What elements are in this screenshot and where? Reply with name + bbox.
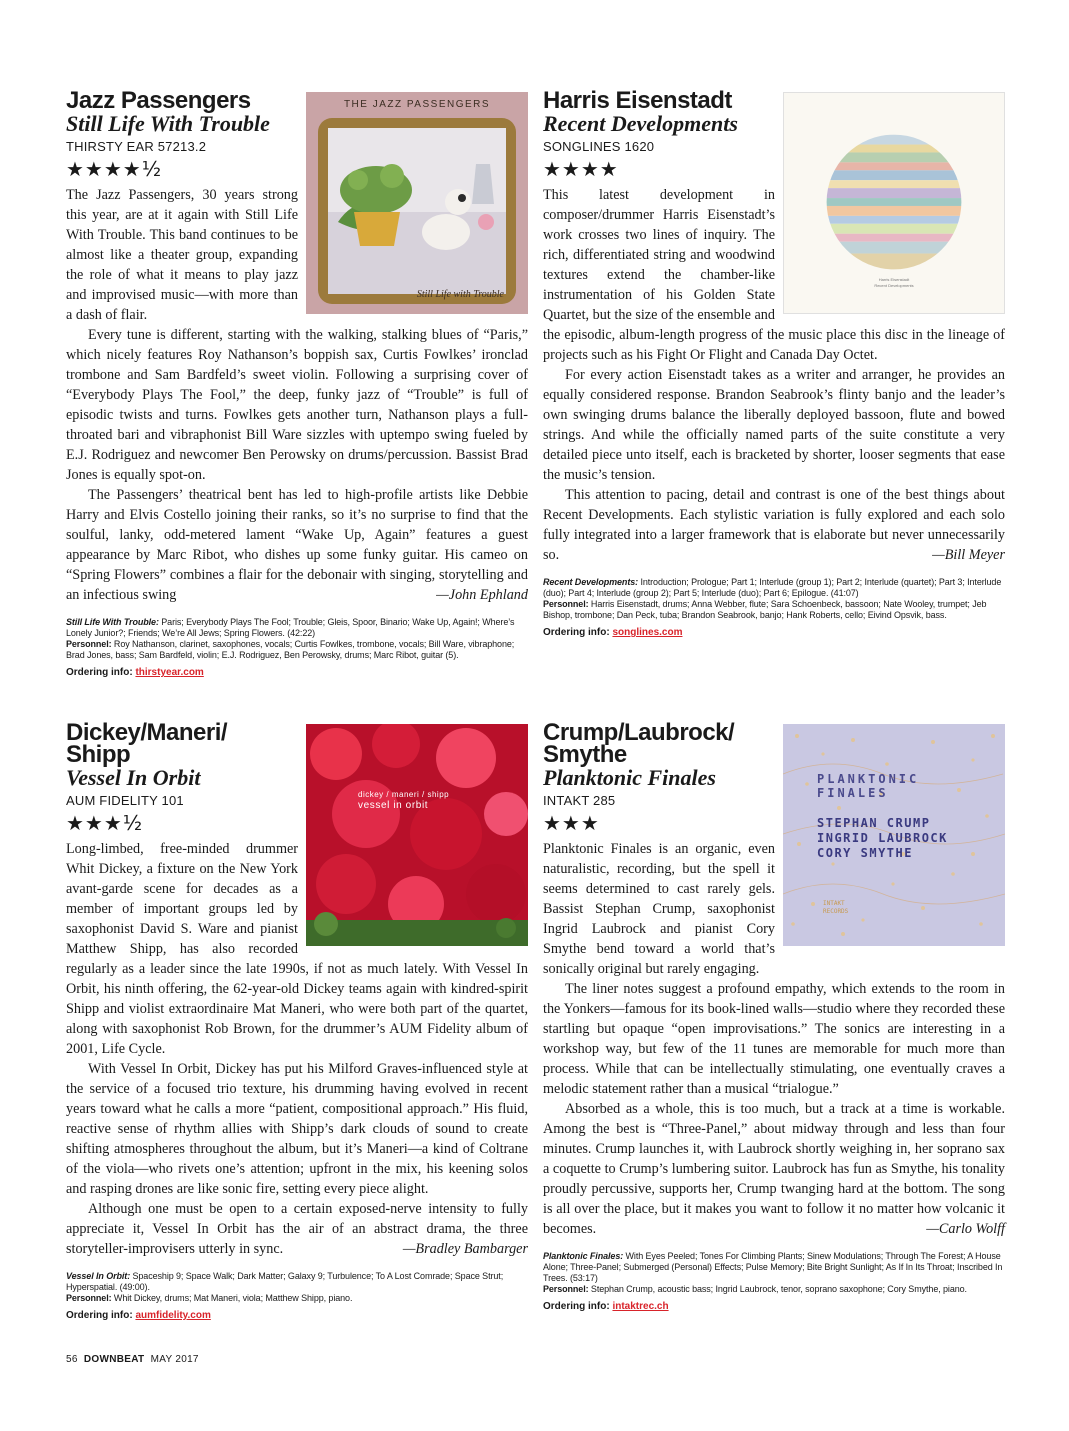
album-cover-still-life (306, 92, 528, 314)
review-paragraph-text: Although one must be open to a certain exposed-nerve intensity to fully appreciate it, Vessel In Orbit has the air of an abstract drama, the three storyteller-improvisers utterly in sync. (66, 1201, 528, 1257)
artist-name: Dickey/Maneri/ Shipp (66, 719, 228, 768)
cover-art-vessel-in-orbit (306, 724, 528, 946)
ordering-info (66, 667, 528, 678)
cover-artist: Harris Eisenstadt (878, 277, 910, 282)
review-jazz-passengers (66, 87, 528, 678)
star-rating: ★★★★½ (66, 157, 163, 181)
album-cover-vessel-in-orbit (306, 724, 528, 946)
cover-name-3: CORY SMYTHE (817, 846, 913, 860)
album-title: Planktonic Finales (543, 765, 716, 790)
ordering-label: Ordering info: (543, 1301, 610, 1312)
ordering-link[interactable]: songlines.com (612, 627, 683, 638)
personnel-list: Roy Nathanson, clarinet, saxophones, vocals; Curtis Fowlkes, trombone, vocals; Bill Ware, vibraphone; Brad Jones, bass; Sam Bardfeld, violin; E.J. Rodriguez, Ben Perowsky, drums; Marc Ribot, guitar (5). (66, 639, 515, 660)
album-cover-recent-developments (783, 92, 1005, 314)
personnel-list: Harris Eisenstadt, drums; Anna Webber, flute; Sara Schoenbeck, bassoon; Nate Wooley, trumpet; Jeb Bishop, trombone; Dan Peck, tuba; Brandon Seabrook, banjo; Hank Roberts, cello; Eivind Opsvik, bass. (543, 599, 987, 620)
ordering-info (543, 627, 1005, 638)
record-label: THIRSTY EAR 57213.2 (66, 139, 207, 154)
cover-art-jazz-passengers (306, 92, 528, 314)
review-paragraph: Long-limbed, free-minded drummer Whit Dickey, a fixture on the New York avant-garde scene for decades as a member of important groups led by saxophonist David S. Ware and pianist Matthew Shipp, has also recorded regularly as a leader since the late 1990s, if not as much lately. With Vessel In Orbit, his ninth offering, the 62-year-old Dickey teams again with kindred-spirit Shipp and violist extraordinaire Mat Maneri, who were both part of the quartet, along with saxophonist Rob Brown, for the drummer’s AUM Fidelity album of 2001, Life Cycle. (66, 841, 528, 1057)
issue-date: MAY 2017 (150, 1354, 199, 1365)
review-paragraph (543, 1099, 1005, 1239)
review-crump-laubrock-smythe (543, 719, 1005, 1312)
review-dickey-maneri-shipp (66, 719, 528, 1321)
artist-name: Crump/Laubrock/ Smythe (543, 719, 735, 768)
cover-imprint: INTAKT RECORDS (823, 900, 849, 915)
album-cover-planktonic-finales (783, 724, 1005, 946)
personnel-list: Whit Dickey, drums; Mat Maneri, viola; Matthew Shipp, piano. (113, 1293, 353, 1303)
review-paragraph-text: This attention to pacing, detail and contrast is one of the best things about Recent Developments. Each stylistic variation is fully explored and each solo fully integrated into a larger framework that is elaborate but never unnecessarily so. (543, 487, 1005, 563)
track-list: Spaceship 9; Space Walk; Dark Matter; Galaxy 9; Turbulence; To A Lost Comrade; Space Strut; Hyperspatial. (49:00). (66, 1271, 504, 1292)
album-title: Still Life With Trouble (66, 111, 270, 136)
cover-title-line1: PLANKTONIC (817, 772, 920, 786)
ordering-link[interactable]: aumfidelity.com (135, 1310, 211, 1321)
star-rating: ★★★★ (543, 157, 619, 181)
personnel-label: Personnel: (543, 599, 589, 609)
ordering-label: Ordering info: (543, 627, 610, 638)
reviewer-byline: —John Ephland (436, 587, 528, 603)
track-credits (66, 1271, 528, 1304)
star-rating: ★★★½ (66, 811, 144, 835)
review-paragraph (66, 1199, 528, 1259)
record-label: AUM FIDELITY 101 (66, 793, 184, 808)
ordering-info (66, 1310, 528, 1321)
review-paragraph-text: The Passengers’ theatrical bent has led to high-profile artists like Debbie Harry and Elvis Costello joining their ranks, so it’s no surprise to find that the soulful, lanky, odd-metered lament “Wake Up, Again” features a guest appearance by Marc Ribot, who dishes up some funky guitar. His cameo on “Spring Flowers” combines a flair for the debonair with singing, storytelling and an infectious swing (66, 487, 528, 603)
album-title: Recent Developments (543, 111, 738, 136)
cover-subtitle: Still Life with Trouble (416, 289, 504, 300)
cover-name-2: INGRID LAUBROCK (817, 831, 948, 845)
ordering-label: Ordering info: (66, 1310, 133, 1321)
review-paragraph: The liner notes suggest a profound empathy, which extends to the room in the Yonkers—famous for its book-lined walls—studio where they recorded these startling but opaque “open improvisations.” The sonics are interesting in a workshop way, but few of the 11 tunes are memorable for much more than process. While that can be intellectually stimulating, one eventually craves a melodic statement rather than a musical “trialogue.” (543, 981, 1005, 1097)
cover-title-line2: FINALES (817, 786, 889, 800)
track-list: With Eyes Peeled; Tones For Climbing Plants; Sinew Modulations; Through The Forest; A House Alone; Three-Panel; Submerged (Personal) Effects; Pulse Memory; Bite Bright Sunlight; As If In Its Throat; Inscribed In Trees. (53:17) (543, 1251, 1003, 1283)
tracks-title: Recent Developments: (543, 577, 639, 587)
review-paragraph: The Jazz Passengers, 30 years strong this year, are at it again with Still Life With Trouble. This band continues to be almost like a theater group, expanding the role of what it means to play jazz and improvised music—with more than a dash of flair. (66, 187, 298, 323)
review-paragraph (543, 485, 1005, 565)
magazine-name: DOWNBEAT (83, 1354, 145, 1365)
track-credits (66, 617, 528, 661)
page-number: 56 (66, 1354, 78, 1365)
track-credits (543, 1251, 1005, 1295)
review-paragraph-text: Absorbed as a whole, this is too much, but a track at a time is workable. Among the best is “Three-Panel,” about midway through and less than four minutes. Crump launches it, with Laubrock shortly weighing in, her soprano sax a coquette to Crump’s lumbering suitor. Laubrock has fun as Smythe, his tonality proudly percussive, supports her, Crump twanging hard at the bottom. The song is all over the place, but it makes you want to follow it no matter how volcanic it becomes. (543, 1101, 1005, 1237)
review-harris-eisenstadt (543, 87, 1005, 638)
review-paragraph: Every tune is different, starting with the walking, stalking blues of “Paris,” which nicely features Roy Nathanson’s boppish sax, Curtis Fowlkes’ ironclad trombone and Sam Bardfeld’s sweet violin. Following a surprising cover of “Everybody Plays The Fool,” the deep, funky jazz of “Trouble” is full of episodic twists and turns. Fowlkes gets another turn, Nathanson plays a full-throated bari and vibraphonist Bill Ware sizzles with uptempo swing fueled by E.J. Rodriguez and newcomer Ben Perowsky on drums/percussion. Bassist Brad Jones is equally spot-on. (66, 327, 528, 483)
star-rating: ★★★ (543, 811, 600, 835)
record-label: INTAKT 285 (543, 793, 616, 808)
album-title: Vessel In Orbit (66, 765, 201, 790)
cover-subtitle: Recent Developments (874, 283, 914, 288)
cover-title: vessel in orbit (358, 800, 429, 811)
review-paragraph: Planktonic Finales is an organic, even naturalistic, recording, but the spell it seems determined to cast rarely gels. Bassist Stephan Crump, saxophonist Ingrid Laubrock and pianist Cory Smythe bend toward a world that’s sonically original but rarely engaging. (543, 841, 775, 977)
artist-name: Harris Eisenstadt (543, 87, 732, 114)
track-list: Introduction; Prologue; Part 1; Interlude (group 1); Part 2; Interlude (quartet); Part 3; Interlude (duo); Part 4; Interlude (group 2); Part 5; Interlude (duo); Part 6; Epilogue. (41:07) (543, 577, 1002, 598)
ordering-link[interactable]: intaktrec.ch (612, 1301, 669, 1312)
tracks-title: Still Life With Trouble: (66, 617, 159, 627)
track-list: Paris; Everybody Plays The Fool; Trouble; Gleis, Spoor, Binario; Wake Up, Again!; Where’s Lonely Junior?; Friends; We’re All Jews; Spring Flowers. (42:22) (66, 617, 515, 638)
personnel-label: Personnel: (66, 639, 112, 649)
reviewer-byline: —Bill Meyer (932, 547, 1005, 563)
ordering-info (543, 1301, 1005, 1312)
personnel-label: Personnel: (543, 1284, 589, 1294)
page-footer (66, 1354, 199, 1365)
artist-name: Jazz Passengers (66, 87, 251, 114)
review-paragraph (66, 485, 528, 605)
personnel-list: Stephan Crump, acoustic bass; Ingrid Laubrock, tenor, soprano saxophone; Cory Smythe, piano. (590, 1284, 967, 1294)
ordering-link[interactable]: thirstyear.com (135, 667, 204, 678)
review-paragraph: For every action Eisenstadt takes as a writer and arranger, he provides an equally considered response. Brandon Seabrook’s flinty banjo and the leader’s own swinging drums balance the liberally deployed bassoon, flute and bowed strings. And while the officially named parts of the suite constitute a very detailed piece unto itself, each is bracketed by shorter, looser segments that ease the music’s tension. (543, 367, 1005, 483)
reviewer-byline: —Carlo Wolff (926, 1221, 1005, 1237)
cover-artists: dickey / maneri / shipp (358, 790, 450, 799)
cover-name-1: STEPHAN CRUMP (817, 816, 931, 830)
ordering-label: Ordering info: (66, 667, 133, 678)
track-credits (543, 577, 1005, 621)
tracks-title: Vessel In Orbit: (66, 1271, 131, 1281)
reviewer-byline: —Bradley Bambarger (402, 1241, 528, 1257)
tracks-title: Planktonic Finales: (543, 1251, 624, 1261)
cover-title: THE JAZZ PASSENGERS (343, 99, 491, 110)
personnel-label: Personnel: (66, 1293, 112, 1303)
review-paragraph: This latest development in composer/drummer Harris Eisenstadt’s work crosses two lines of inquiry. The rich, differentiated string and woodwind textures extend the chamber-like instrumentation of his Golden State Quartet, but the size of the ensemble and the episodic, album-length progress of the music place this disc in the lineage of projects such as his Fight Or Flight and Canada Day Octet. (543, 187, 1005, 363)
review-paragraph: With Vessel In Orbit, Dickey has put his Milford Graves-influenced style at the service of a focused trio texture, his drumming having evolved in recent years toward what he calls a more “patient, compositional approach.” His fluid, reactive sense of rhythm allies with Shipp’s dark clouds of sound to create shifting atmospheres throughout the album, but it’s Maneri—a kind of Coltrane of the viola—who rivets one’s attention; upfront in the mix, his keening solos and rasping drones are like sonic fire, setting every piece alight. (66, 1061, 528, 1197)
record-label: SONGLINES 1620 (543, 139, 655, 154)
